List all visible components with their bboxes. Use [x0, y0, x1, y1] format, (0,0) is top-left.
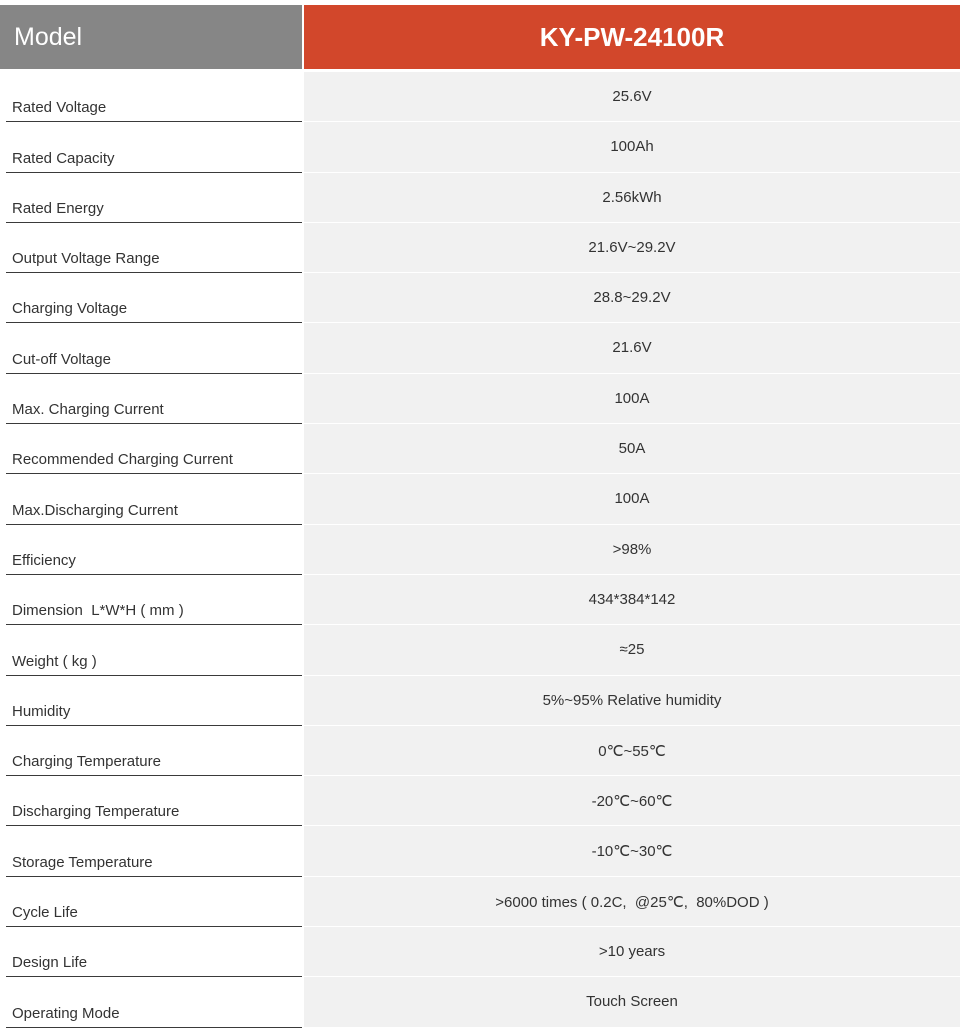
spec-value-cell — [304, 474, 960, 524]
spec-row — [0, 223, 960, 273]
spec-label: Efficiency — [12, 551, 76, 569]
spec-label-cell — [0, 676, 302, 726]
spec-label-cell — [0, 625, 302, 675]
spec-value: 100A — [614, 389, 650, 407]
spec-label: Operating Mode — [12, 1004, 120, 1022]
spec-row — [0, 474, 960, 524]
spec-value-cell — [304, 977, 960, 1027]
spec-table-header — [0, 5, 960, 69]
spec-value-cell — [304, 625, 960, 675]
spec-value: 0℃~55℃ — [598, 742, 666, 760]
spec-value-cell — [304, 424, 960, 474]
spec-label: Rated Capacity — [12, 149, 115, 167]
spec-value-cell — [304, 173, 960, 223]
spec-row — [0, 877, 960, 927]
spec-value-cell — [304, 525, 960, 575]
model-name: KY-PW-24100R — [539, 22, 725, 52]
spec-label: Rated Voltage — [12, 99, 107, 117]
spec-label-cell — [0, 977, 302, 1027]
spec-label: Max. Charging Current — [12, 401, 164, 419]
spec-row — [0, 374, 960, 424]
spec-label-cell — [0, 776, 302, 826]
spec-value-cell — [304, 374, 960, 424]
spec-label-cell — [0, 374, 302, 424]
spec-row — [0, 977, 960, 1027]
spec-value: 28.8~29.2V — [593, 289, 671, 307]
spec-value-cell — [304, 323, 960, 373]
spec-value: 25.6V — [612, 88, 652, 105]
spec-label: Weight ( kg ) — [12, 652, 97, 670]
spec-row — [0, 323, 960, 373]
spec-value: 100Ah — [610, 138, 654, 156]
spec-value: 21.6V — [612, 339, 652, 357]
spec-value: 50A — [618, 440, 646, 458]
spec-value-cell — [304, 273, 960, 323]
spec-label-cell — [0, 575, 302, 625]
spec-value: >98% — [612, 540, 652, 558]
spec-row — [0, 173, 960, 223]
spec-label: Discharging Temperature — [12, 803, 180, 821]
spec-label: Design Life — [12, 954, 88, 972]
spec-row — [0, 273, 960, 323]
spec-value-cell — [304, 877, 960, 927]
spec-row — [0, 826, 960, 876]
spec-label-cell — [0, 223, 302, 273]
spec-label: Cycle Life — [12, 904, 78, 922]
spec-value-cell — [304, 726, 960, 776]
spec-label-cell — [0, 826, 302, 876]
spec-value-cell — [304, 575, 960, 625]
spec-label-cell — [0, 525, 302, 575]
spec-value-cell — [304, 122, 960, 172]
spec-value: 2.56kWh — [602, 188, 662, 206]
spec-label: Cut-off Voltage — [12, 350, 111, 368]
spec-label: Max.Discharging Current — [12, 501, 178, 519]
spec-value-cell — [304, 72, 960, 122]
spec-label-cell — [0, 122, 302, 172]
spec-row — [0, 424, 960, 474]
spec-row — [0, 676, 960, 726]
spec-label-cell — [0, 273, 302, 323]
spec-label: Rated Energy — [12, 199, 104, 217]
spec-value: -10℃~30℃ — [591, 843, 673, 861]
spec-label-cell — [0, 424, 302, 474]
spec-table — [0, 72, 960, 1028]
spec-value: >10 years — [598, 943, 666, 961]
spec-label-cell — [0, 474, 302, 524]
spec-value-cell — [304, 776, 960, 826]
spec-value-cell — [304, 223, 960, 273]
spec-label-cell — [0, 726, 302, 776]
model-header-cell — [0, 5, 302, 69]
spec-label: Storage Temperature — [12, 853, 153, 871]
spec-value: 21.6V~29.2V — [588, 238, 676, 256]
spec-value-cell — [304, 927, 960, 977]
spec-label-cell — [0, 927, 302, 977]
spec-label: Dimension L*W*H ( mm ) — [12, 602, 184, 620]
spec-value: 5%~95% Relative humidity — [542, 691, 722, 709]
spec-label: Humidity — [12, 702, 71, 720]
spec-value: Touch Screen — [586, 993, 678, 1011]
spec-value: 434*384*142 — [588, 590, 676, 608]
spec-label-cell — [0, 323, 302, 373]
spec-value: >6000 times ( 0.2C, @25℃, 80%DOD ) — [495, 893, 769, 911]
spec-row — [0, 72, 960, 122]
spec-label-cell — [0, 72, 302, 122]
model-name-cell — [304, 5, 960, 69]
spec-row — [0, 525, 960, 575]
spec-row — [0, 776, 960, 826]
spec-value: 100A — [614, 490, 650, 508]
spec-label: Recommended Charging Current — [12, 451, 233, 469]
model-header-label: Model — [14, 23, 83, 51]
spec-label-cell — [0, 877, 302, 927]
spec-value: -20℃~60℃ — [591, 793, 673, 811]
spec-label: Charging Temperature — [12, 753, 161, 771]
spec-row — [0, 927, 960, 977]
spec-label-cell — [0, 173, 302, 223]
spec-row — [0, 726, 960, 776]
spec-label: Charging Voltage — [12, 300, 128, 318]
spec-row — [0, 122, 960, 172]
spec-row — [0, 625, 960, 675]
spec-value: ≈25 — [619, 641, 645, 659]
spec-label: Output Voltage Range — [12, 250, 160, 268]
spec-value-cell — [304, 826, 960, 876]
spec-row — [0, 575, 960, 625]
spec-value-cell — [304, 676, 960, 726]
